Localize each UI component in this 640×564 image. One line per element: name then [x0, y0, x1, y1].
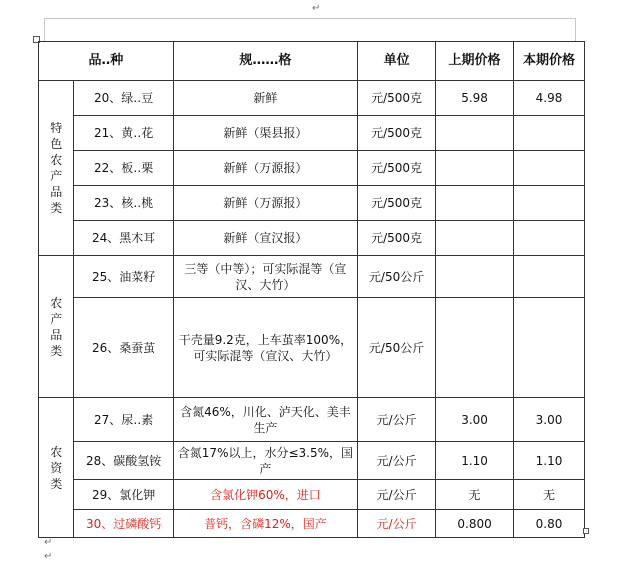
row-prev: [436, 298, 514, 398]
row-name: 25、油菜籽: [74, 256, 173, 298]
row-curr: [514, 151, 585, 186]
row-spec: 新鲜（宣汉报）: [173, 221, 357, 256]
table-row: [39, 480, 585, 510]
table-row: [39, 151, 585, 186]
row-spec: 普钙，含磷12%，国产: [173, 510, 357, 538]
category-agri: 农产品类: [39, 256, 74, 398]
row-unit: 元/500克: [358, 151, 436, 186]
row-name: 21、黄‥花: [74, 116, 173, 151]
row-unit: 元/公斤: [358, 480, 436, 510]
row-spec: 新鲜: [173, 81, 357, 116]
row-curr: 无: [514, 480, 585, 510]
header-unit: 单位: [358, 42, 436, 81]
category-inputs: 农资类: [39, 398, 74, 538]
row-unit: 元/500克: [358, 186, 436, 221]
row-prev: 1.10: [436, 442, 514, 480]
paragraph-mark-top: ↵: [312, 3, 321, 14]
row-prev: 无: [436, 480, 514, 510]
row-name: 22、板‥栗: [74, 151, 173, 186]
header-box: [44, 18, 576, 41]
row-unit: 元/公斤: [358, 398, 436, 442]
row-spec: 新鲜（万源报）: [173, 186, 357, 221]
row-prev: [436, 221, 514, 256]
header-prev: 上期价格: [436, 42, 514, 81]
row-curr: [514, 186, 585, 221]
row-curr: 1.10: [514, 442, 585, 480]
row-name: 28、碳酸氢铵: [74, 442, 173, 480]
row-curr: [514, 221, 585, 256]
row-name: 27、尿‥素: [74, 398, 173, 442]
row-unit: 元/公斤: [358, 442, 436, 480]
row-prev: [436, 116, 514, 151]
row-name: 30、过磷酸钙: [74, 510, 173, 538]
price-table: [38, 41, 585, 538]
row-name: 23、核‥桃: [74, 186, 173, 221]
row-curr: [514, 116, 585, 151]
header-row: [39, 42, 585, 81]
row-name: 26、桑蚕茧: [74, 298, 173, 398]
row-prev: 3.00: [436, 398, 514, 442]
table-row: [39, 510, 585, 538]
table-row: [39, 398, 585, 442]
row-spec: 三等（中等）；可实际混等（宣汉、大竹）: [173, 256, 357, 298]
table-resize-handle[interactable]: [583, 528, 589, 534]
table-row: [39, 221, 585, 256]
row-unit: 元/500克: [358, 81, 436, 116]
row-spec: 含氮17%以上，水分≤3.5%，国产: [173, 442, 357, 480]
row-curr: [514, 256, 585, 298]
table-row: [39, 442, 585, 480]
category-special: 特色农产品类: [39, 81, 74, 256]
row-spec: 新鲜（渠县报）: [173, 116, 357, 151]
table-row: [39, 186, 585, 221]
paragraph-mark: ↵: [44, 551, 53, 562]
row-prev: [436, 256, 514, 298]
table-row: [39, 256, 585, 298]
row-prev: 5.98: [436, 81, 514, 116]
row-curr: 0.80: [514, 510, 585, 538]
row-name: 29、氯化钾: [74, 480, 173, 510]
row-spec: 干壳量9.2克，上车茧率100%，可实际混等（宣汉、大竹）: [173, 298, 357, 398]
row-unit: 元/50公斤: [358, 256, 436, 298]
table-row: [39, 81, 585, 116]
row-unit: 元/公斤: [358, 510, 436, 538]
row-curr: 3.00: [514, 398, 585, 442]
row-prev: [436, 151, 514, 186]
paragraph-mark: ↵: [44, 537, 53, 548]
row-spec: 含氯化钾60%，进口: [173, 480, 357, 510]
row-prev: 0.800: [436, 510, 514, 538]
row-unit: 元/500克: [358, 221, 436, 256]
row-curr: [514, 298, 585, 398]
table-row: [39, 116, 585, 151]
header-curr: 本期价格: [514, 42, 585, 81]
row-prev: [436, 186, 514, 221]
header-name: 品‥种: [39, 42, 174, 81]
row-name: 24、黑木耳: [74, 221, 173, 256]
row-spec: 含氮46%，川化、泸天化、美丰生产: [173, 398, 357, 442]
header-spec: 规……格: [173, 42, 357, 81]
row-name: 20、绿‥豆: [74, 81, 173, 116]
row-curr: 4.98: [514, 81, 585, 116]
row-unit: 元/50公斤: [358, 298, 436, 398]
row-spec: 新鲜（万源报）: [173, 151, 357, 186]
row-unit: 元/500克: [358, 116, 436, 151]
table-row: [39, 298, 585, 398]
